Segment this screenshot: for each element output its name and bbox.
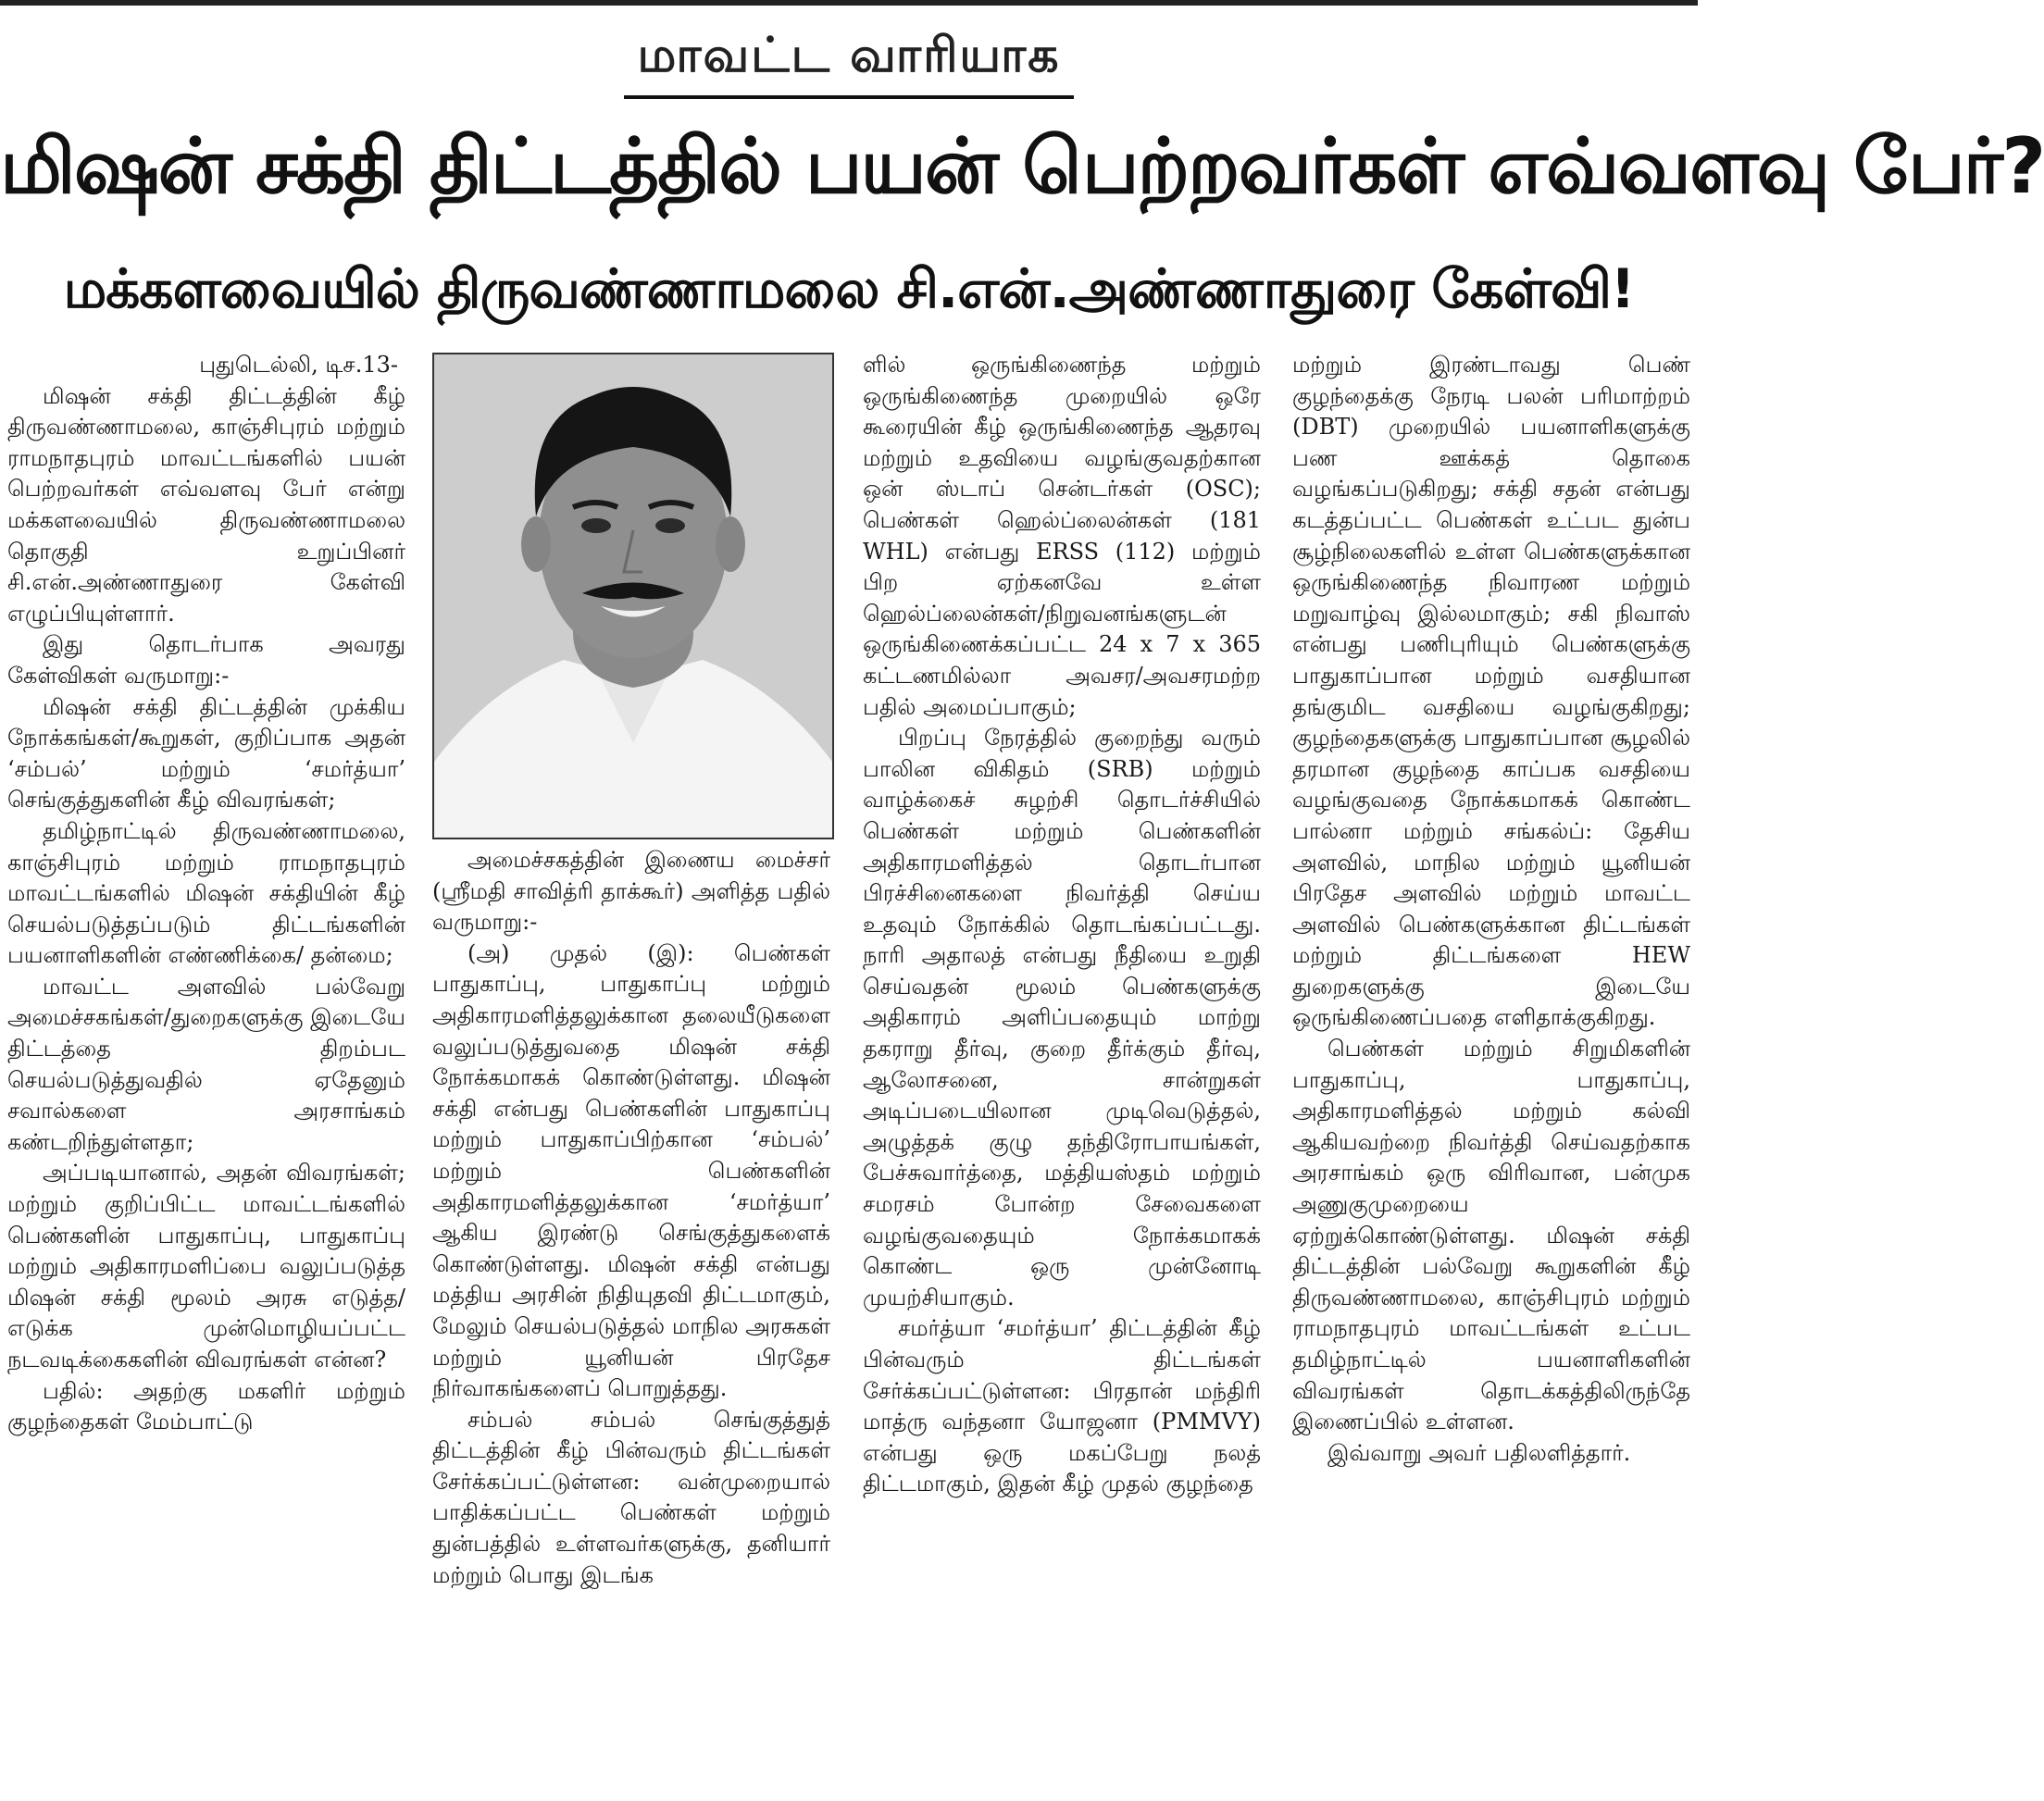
dateline: புதுடெல்லி, டிச.13- [199,352,398,378]
headline: மிஷன் சக்தி திட்டத்தில் பயன் பெற்றவர்கள் எவ்வளவு பேர்? [0,121,2044,211]
paragraph: மிஷன் சக்தி திட்டத்தின் கீழ் திருவண்ணாமலை, காஞ்சிபுரம் மற்றும் ராமநாதபுரம் மாவட்டங்களில் பயன் பெற்றவர்கள் எவ்வளவு பேர் என்று மக்களவையில் திருவண்ணாமலை தொகுதி உறுப்பினர் சி.என்.அண்ணாதுரை கேள்வி எழுப்பியுள்ளார். [7,382,405,627]
article-column-4 [1292,350,1690,1469]
section-kicker [0,28,1698,99]
paragraph: மற்றும் இரண்டாவது பெண் குழந்தைக்கு நேரடி பலன் பரிமாற்றம் (DBT) முறையில் பயனாளிகளுக்கு பண ஊக்கத் தொகை வழங்கப்படுகிறது; சக்தி சதன் என்பது கடத்தப்பட்ட பெண்கள் உட்பட துன்ப சூழ்நிலைகளில் உள்ள பெண்களுக்கான ஒருங்கிணைந்த நிவாரண மற்றும் மறுவாழ்வு இல்லமாகும்; சகி நிவாஸ் என்பது பணிபுரியும் பெண்களுக்கு பாதுகாப்பான மற்றும் வசதியான தங்குமிட வசதியை வழங்குகிறது; குழந்தைகளுக்கு பாதுகாப்பான சூழலில் தரமான குழந்தை காப்பக வசதியை வழங்குவதை நோக்கமாகக் கொண்ட பால்னா மற்றும் சங்கல்ப்: தேசிய அளவில், மாநில மற்றும் யூனியன் பிரதேச அளவில் மற்றும் மாவட்ட அளவில் பெண்களுக்கான திட்டங்கள் மற்றும் திட்டங்களை HEW துறைகளுக்கு இடையே ஒருங்கிணைப்பதை எளிதாக்குகிறது. [1292,352,1690,1031]
paragraph: ளில் ஒருங்கிணைந்த மற்றும் ஒருங்கிணைந்த முறையில் ஒரே கூரையின் கீழ் ஒருங்கிணைந்த ஆதரவு மற்றும் உதவியை வழங்குவதற்கான ஒன் ஸ்டாப் சென்டர்கள் (OSC); பெண்கள் ஹெல்ப்லைன்கள் (181 WHL) என்பது ERSS (112) மற்றும் பிற ஏற்கனவே உள்ள ஹெல்ப்லைன்கள்/நிறுவனங்களுடன் ஒருங்கிணைக்கப்பட்ட 24 x 7 x 365 கட்டணமில்லா அவசர/அவசரமற்ற பதில் அமைப்பாகும்; [863,352,1261,720]
article-column-3 [863,350,1261,1500]
paragraph: மாவட்ட அளவில் பல்வேறு அமைச்சகங்கள்/துறைகளுக்கு இடையே திட்டத்தை திறம்பட செயல்படுத்துவதில் ஏதேனும் சவால்களை அரசாங்கம் கண்டறிந்துள்ளதா; [7,973,405,1155]
paragraph: இவ்வாறு அவர் பதிலளித்தார். [1327,1439,1631,1466]
top-rule [0,0,1698,6]
paragraph: (அ) முதல் (இ): பெண்கள் பாதுகாப்பு, பாதுகாப்பு மற்றும் அதிகாரமளித்தலுக்கான தலையீடுகளை வலுப்படுத்துவதை மிஷன் சக்தி நோக்கமாகக் கொண்டுள்ளது. மிஷன் சக்தி என்பது பெண்களின் பாதுகாப்பு மற்றும் பாதுகாப்பிற்கான ‘சம்பல்’ மற்றும் பெண்களின் அதிகாரமளித்தலுக்கான ‘சமர்த்யா’ ஆகிய இரண்டு செங்குத்துகளைக் கொண்டுள்ளது. மிஷன் சக்தி என்பது மத்திய அரசின் நிதியுதவி திட்டமாகும், மேலும் செயல்படுத்தல் மாநில அரசுகள் மற்றும் யூனியன் பிரதேச நிர்வாகங்களைப் பொறுத்தது. [432,939,830,1402]
paragraph: பிறப்பு நேரத்தில் குறைந்து வரும் பாலின விகிதம் (SRB) மற்றும் வாழ்க்கைச் சுழற்சி தொடர்ச்சியில் பெண்கள் மற்றும் பெண்களின் அதிகாரமளித்தல் தொடர்பான பிரச்சினைகளை நிவர்த்தி செய்ய உதவும் நோக்கில் தொடங்கப்பட்டது. நாரி அதாலத் என்பது நீதியை உறுதி செய்வதன் மூலம் பெண்களுக்கு அதிகாரம் அளிப்பதையும் மாற்று தகராறு தீர்வு, குறை தீர்க்கும் தீர்வு, ஆலோசனை, சான்றுகள் அடிப்படையிலான முடிவெடுத்தல், அழுத்தக் குழு தந்திரோபாயங்கள், பேச்சுவார்த்தை, மத்தியஸ்தம் மற்றும் சமரசம் போன்ற சேவைகளை வழங்குவதையும் நோக்கமாகக் கொண்ட ஒரு முன்னோடி முயற்சியாகும். [863,725,1261,1310]
paragraph: பெண்கள் மற்றும் சிறுமிகளின் பாதுகாப்பு, பாதுகாப்பு, அதிகாரமளித்தல் மற்றும் கல்வி ஆகியவற்றை நிவர்த்தி செய்வதற்காக அரசாங்கம் ஒரு விரிவான, பன்முக அணுகுமுறையை ஏற்றுக்கொண்டுள்ளது. மிஷன் சக்தி திட்டத்தின் பல்வேறு கூறுகளின் கீழ் திருவண்ணாமலை, காஞ்சிபுரம் மற்றும் ராமநாதபுரம் மாவட்டங்கள் உட்பட தமிழ்நாட்டில் பயனாளிகளின் விவரங்கள் தொடக்கத்திலிருந்தே இணைப்பில் உள்ளன. [1292,1036,1690,1435]
portrait-photo [432,353,834,839]
kicker-text: மாவட்ட வாரியாக [624,28,1073,99]
article-column-1 [7,350,405,1438]
article-column-2 [432,845,830,1591]
paragraph: இது தொடர்பாக அவரது கேள்விகள் வருமாறு:- [7,631,405,689]
paragraph: அப்படியானால், அதன் விவரங்கள்; மற்றும் குறிப்பிட்ட மாவட்டங்களில் பெண்களின் பாதுகாப்பு, பாதுகாப்பு மற்றும் அதிகாரமளிப்பை வலுப்படுத்த மிஷன் சக்தி மூலம் அரசு எடுத்த/ எடுக்க முன்மொழியப்பட்ட நடவடிக்கைகளின் விவரங்கள் என்ன? [7,1160,405,1372]
paragraph: மிஷன் சக்தி திட்டத்தின் முக்கிய நோக்கங்கள்/கூறுகள், குறிப்பாக அதன் ‘சம்பல்’ மற்றும் ‘சமர்த்யா’ செங்குத்துகளின் கீழ் விவரங்கள்; [7,693,405,814]
portrait-illustration [434,354,832,838]
paragraph: பதில்: அதற்கு மகளிர் மற்றும் குழந்தைகள் மேம்பாட்டு [7,1377,405,1435]
paragraph: சமர்த்யா ‘சமர்த்யா’ திட்டத்தின் கீழ் பின்வரும் திட்டங்கள் சேர்க்கப்பட்டுள்ளன: பிரதான் மந்திரி மாத்ரு வந்தனா யோஜனா (PMMVY) என்பது ஒரு மகப்பேறு நலத் திட்டமாகும், இதன் கீழ் முதல் குழந்தை [863,1315,1261,1497]
paragraph: அமைச்சகத்தின் இணைய மைச்சர் (ஸ்ரீமதி சாவித்ரி தாக்கூர்) அளித்த பதில் வருமாறு:- [432,847,830,936]
paragraph: தமிழ்நாட்டில் திருவண்ணாமலை, காஞ்சிபுரம் மற்றும் ராமநாதபுரம் மாவட்டங்களில் மிஷன் சக்தியின் கீழ் செயல்படுத்தப்படும் திட்டங்களின் பயனாளிகளின் எண்ணிக்கை/ தன்மை; [7,817,405,969]
paragraph: சம்பல் சம்பல் செங்குத்துத் திட்டத்தின் கீழ் பின்வரும் திட்டங்கள் சேர்க்கப்பட்டுள்ளன: வன்முறையால் பாதிக்கப்பட்ட பெண்கள் மற்றும் துன்பத்தில் உள்ளவர்களுக்கு, தனியார் மற்றும் பொது இடங்க [432,1406,830,1588]
subheadline: மக்களவையில் திருவண்ணாமலை சி.என்.அண்ணாதுரை கேள்வி! [63,257,1635,320]
